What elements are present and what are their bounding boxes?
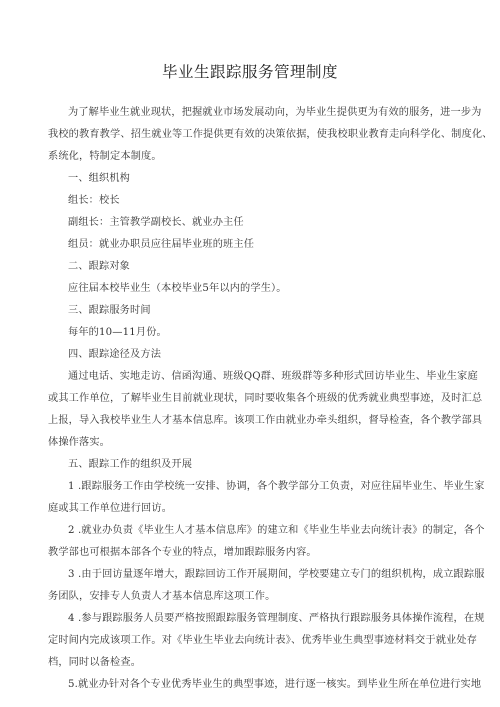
- body-line: 每年的10—11月份。: [68, 327, 167, 338]
- body-line: 二、跟踪对象: [68, 261, 131, 272]
- body-line: 五、跟踪工作的组织及开展: [68, 459, 193, 470]
- body-line: 教学部也可根据本部各个专业的特点，增加跟踪服务内容。: [48, 547, 317, 558]
- body-line: 三、跟踪服务时间: [68, 305, 151, 316]
- body-line: 上报，导入我校毕业生人才基本信息库。该项工作由就业办牵头组织，督导检查，各个教学部具: [48, 415, 483, 426]
- body-line: 体操作落实。: [48, 437, 111, 448]
- body-line: 副组长：主管教学副校长、就业办主任: [68, 217, 244, 228]
- body-line: 3 .由于回访量逐年增大，跟踪回访工作开展期间，学校要建立专门的组织机构，成立跟踪服: [68, 569, 485, 580]
- body-line: 定时间内完成该项工作。对《毕业生毕业去向统计表》、优秀毕业生典型事迹材料交于就业处存: [48, 635, 478, 646]
- body-line: 组员：就业办职员应往届毕业班的班主任: [68, 239, 255, 250]
- body-line: 四、跟踪途径及方法: [68, 349, 162, 360]
- body-line: 组长：校长: [68, 195, 120, 206]
- body-line: 或其工作单位，了解毕业生目前就业现状，同时要收集各个班级的优秀就业典型事迹，及时汇总: [48, 393, 483, 404]
- body-line: 应往届本校毕业生（本校毕业5年以内的学生）。: [68, 283, 287, 294]
- body-line: 5.就业办针对各个专业优秀毕业生的典型事迹，进行逐一核实。到毕业生所在单位进行实地: [68, 679, 482, 690]
- body-line: 通过电话、实地走访、信函沟通、班级QQ群、班级群等多种形式回访毕业生、毕业生家庭: [68, 371, 478, 382]
- body-line: 务团队，安排专人负责人才基本信息库这项工作。: [48, 591, 276, 602]
- body-line: 为了解毕业生就业现状，把握就业市场发展动向，为毕业生提供更为有效的服务，进一步为: [68, 107, 482, 118]
- document-title: 毕业生跟踪服务管理制度: [161, 63, 338, 81]
- body-line: 我校的教育教学、招生就业等工作提供更有效的决策依据，使我校职业教育走向科学化、制度化、: [48, 129, 493, 140]
- body-line: 系统化，特制定本制度。: [48, 151, 162, 162]
- body-line: 4 .参与跟踪服务人员要严格按照跟踪服务管理制度、严格执行跟踪服务具体操作流程，在规: [68, 613, 485, 624]
- body-line: 庭或其工作单位进行回访。: [48, 503, 173, 514]
- body-line: 2 .就业办负责《毕业生人才基本信息库》的建立和《毕业生毕业去向统计表》的制定，各个: [68, 525, 485, 536]
- body-line: 一、组织机构: [68, 173, 131, 184]
- body-line: 1 .跟踪服务工作由学校统一安排、协调，各个教学部分工负责，对应往届毕业生、毕业生家: [68, 481, 485, 492]
- body-line: 档，同时以备检查。: [48, 657, 142, 668]
